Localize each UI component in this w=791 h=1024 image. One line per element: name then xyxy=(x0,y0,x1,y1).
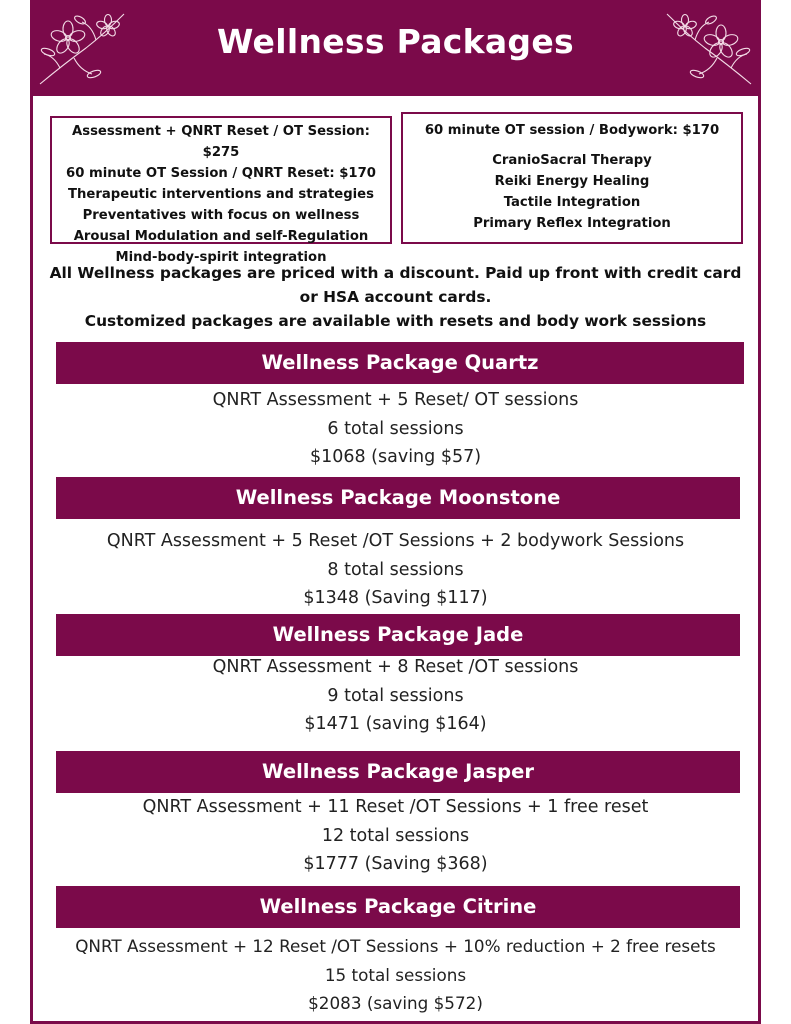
service-line: Arousal Modulation and self-Regulation xyxy=(73,229,369,244)
package-details-jasper xyxy=(36,793,755,879)
service-line: Tactile Integration xyxy=(503,195,641,210)
service-line: CranioSacral Therapy xyxy=(492,153,652,168)
package-sessions: 9 total sessions xyxy=(327,685,464,706)
package-description: QNRT Assessment + 5 Reset /OT Sessions + 2 bodywork Sessions xyxy=(106,531,685,551)
service-line: Reiki Energy Healing xyxy=(494,174,650,189)
package-details-quartz xyxy=(36,386,755,472)
package-title-quartz: Wellness Package Quartz xyxy=(56,342,744,384)
services-left-box xyxy=(50,116,392,265)
service-line: 60 minute OT Session / QNRT Reset: $170 xyxy=(66,166,376,181)
package-sessions: 12 total sessions xyxy=(321,825,470,846)
package-description: QNRT Assessment + 8 Reset /OT sessions xyxy=(212,657,579,677)
services-right-heading: 60 minute OT session / Bodywork: $170 xyxy=(424,123,720,138)
package-title-citrine: Wellness Package Citrine xyxy=(56,886,740,928)
package-sessions: 15 total sessions xyxy=(324,964,467,985)
package-details-jade xyxy=(36,653,755,739)
pricing-notice xyxy=(36,261,755,333)
package-description: QNRT Assessment + 11 Reset /OT Sessions + 1 free reset xyxy=(142,797,649,817)
package-price: $1777 (Saving $368) xyxy=(303,854,488,874)
floral-right-icon xyxy=(661,4,757,92)
package-title-moonstone: Wellness Package Moonstone xyxy=(56,477,740,519)
package-price: $2083 (saving $572) xyxy=(308,993,483,1013)
package-title-jade: Wellness Package Jade xyxy=(56,614,740,656)
service-line: Assessment + QNRT Reset / OT Session: $275 xyxy=(72,124,370,160)
page-header xyxy=(30,0,761,96)
package-details-citrine xyxy=(36,932,755,1018)
package-price: $1348 (Saving $117) xyxy=(303,588,488,608)
package-description: QNRT Assessment + 5 Reset/ OT sessions xyxy=(212,390,579,410)
package-sessions: 8 total sessions xyxy=(327,559,464,580)
notice-line: All Wellness packages are priced with a discount. Paid up front with credit card xyxy=(49,264,742,282)
page-title: Wellness Packages xyxy=(217,22,574,61)
package-details-moonstone xyxy=(36,527,755,613)
service-line: Primary Reflex Integration xyxy=(473,216,671,231)
service-line: Preventatives with focus on wellness xyxy=(82,208,360,223)
notice-line: or HSA account cards. xyxy=(299,288,492,306)
service-line: Therapeutic interventions and strategies xyxy=(68,187,374,202)
package-price: $1068 (saving $57) xyxy=(309,447,482,467)
service-line: Mind-body-spirit integration xyxy=(115,250,327,265)
package-title-jasper: Wellness Package Jasper xyxy=(56,751,740,793)
package-sessions: 6 total sessions xyxy=(327,418,464,439)
package-description: QNRT Assessment + 12 Reset /OT Sessions + 10% reduction + 2 free resets xyxy=(75,936,716,956)
package-price: $1471 (saving $164) xyxy=(304,714,487,734)
services-right-box xyxy=(401,112,743,244)
notice-line: Customized packages are available with resets and body work sessions xyxy=(84,312,707,330)
